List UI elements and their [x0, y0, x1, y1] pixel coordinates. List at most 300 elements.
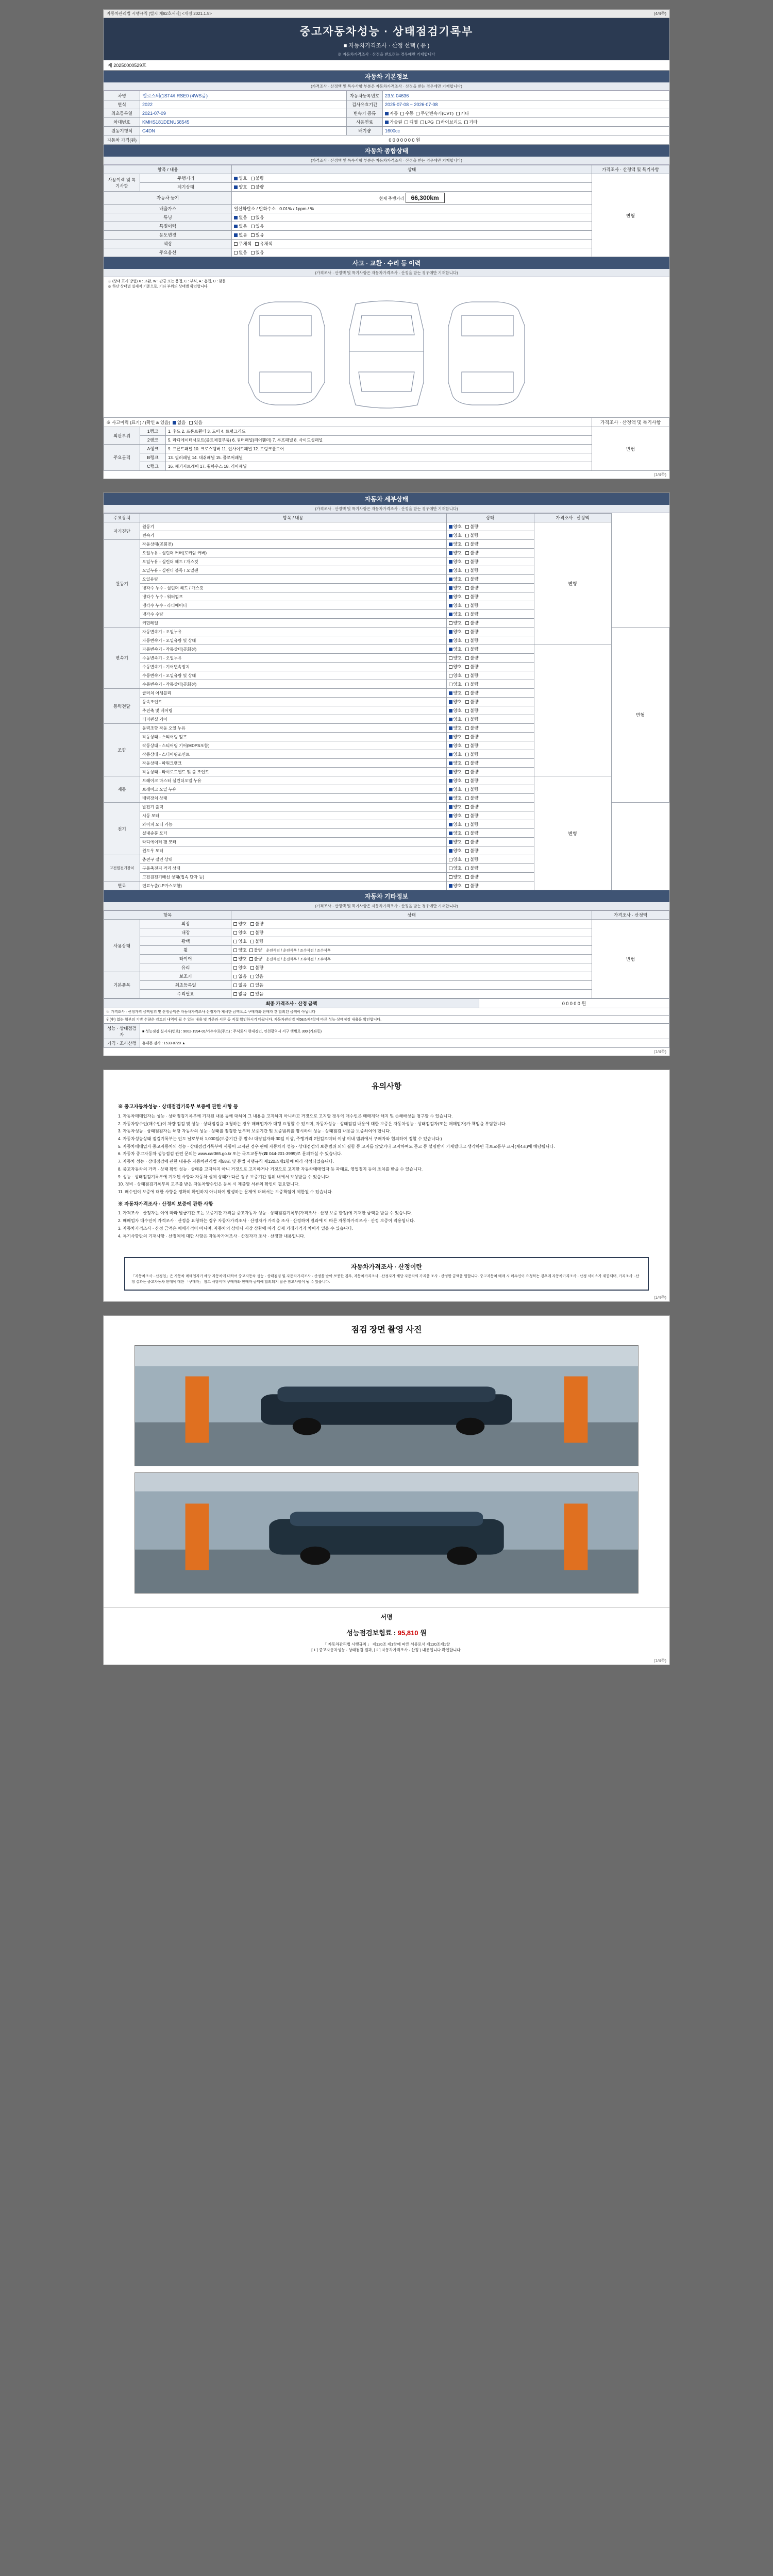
- checkbox-trans-4-good[interactable]: [449, 665, 452, 669]
- checkbox-elec-0-bad[interactable]: [465, 805, 469, 809]
- option-usagechange-0: 없음: [239, 232, 247, 238]
- option-fuel-1: 디젤: [409, 120, 418, 125]
- table-row: [104, 776, 669, 785]
- table-header-row: [104, 911, 669, 920]
- table-row: [104, 990, 669, 998]
- option-trans-diag-bad: 불량: [470, 533, 479, 538]
- checkbox-color-achromatic[interactable]: [234, 242, 238, 246]
- table-row: [104, 174, 669, 183]
- option-trans-4-bad: 불량: [470, 664, 479, 669]
- checkbox-other-7-yes[interactable]: [250, 984, 254, 987]
- checkbox-power-0-good[interactable]: [449, 691, 452, 695]
- item-brake-1: 브레이크 오일 누유: [140, 785, 447, 794]
- checkbox-brake-0-bad[interactable]: [465, 779, 469, 783]
- header-item: 항목 / 내용: [104, 165, 232, 174]
- checkbox-hv-1-good[interactable]: [449, 867, 452, 870]
- item-steer-3: 작동상태 - 스티어링조인트: [140, 750, 447, 759]
- checkbox-trans-diag-good[interactable]: [449, 534, 452, 537]
- checkbox-steer-0-good[interactable]: [449, 726, 452, 730]
- state-brake-2[interactable]: [446, 794, 534, 803]
- checkbox-fuel-diesel[interactable]: [405, 121, 408, 124]
- checkbox-usagechange-none[interactable]: [234, 233, 238, 237]
- option-fuel-3: 하이브리드: [441, 120, 462, 125]
- section-accident-bar: 사고 · 교환 · 수리 등 이력: [104, 257, 669, 269]
- state-power-1[interactable]: [446, 698, 534, 706]
- state-other-0[interactable]: [231, 920, 592, 928]
- document-subtitle: ■ 자동차가격조사 · 산정 선택 ( 유 ): [343, 43, 430, 49]
- state-other-7[interactable]: [231, 981, 592, 990]
- value-current-mileage: [232, 192, 592, 205]
- checkbox-steer-4-bad[interactable]: [465, 761, 469, 765]
- state-other-2[interactable]: [231, 937, 592, 946]
- table-row: [104, 715, 669, 724]
- state-brake-1[interactable]: [446, 785, 534, 794]
- label-plate: 자동차등록번호: [347, 91, 383, 100]
- option-steer-1-bad: 불량: [470, 734, 479, 739]
- item-trans-5: 수동변속기 - 오일유량 및 상태: [140, 671, 447, 680]
- checkbox-fuel-0-good[interactable]: [449, 884, 452, 888]
- checkbox-trans-diag-bad[interactable]: [465, 534, 469, 537]
- page-2: [103, 493, 670, 1056]
- checkbox-other-0-bad[interactable]: [250, 922, 254, 926]
- checkbox-power-3-good[interactable]: [449, 718, 452, 721]
- checkbox-power-2-bad[interactable]: [465, 709, 469, 713]
- checkbox-other-4-bad[interactable]: [249, 957, 253, 961]
- state-trans-0[interactable]: [446, 628, 534, 636]
- checkbox-trans-0-good[interactable]: [449, 630, 452, 634]
- state-engine-diagnosis[interactable]: [446, 522, 534, 531]
- checkbox-engine-4-bad[interactable]: [465, 578, 469, 581]
- state-trans-1[interactable]: [446, 636, 534, 645]
- checkbox-engine-diag-good[interactable]: [449, 525, 452, 529]
- option-other-4-bad: 불량: [254, 956, 263, 961]
- checkbox-transmission-cvt[interactable]: [416, 112, 419, 115]
- group-high-voltage: 고전원전기장치: [104, 855, 140, 882]
- option-other-7-yes: 있음: [255, 982, 264, 988]
- label-engine-type: 원동기형식: [104, 127, 140, 135]
- checkbox-options-yes[interactable]: [251, 251, 255, 255]
- page-4-corner: (1/4쪽): [653, 1658, 666, 1664]
- option-fuel-0-bad: 불량: [470, 883, 479, 888]
- state-elec-5[interactable]: [446, 846, 534, 855]
- item-engine-0: 작동상태(공회전): [140, 540, 447, 549]
- checkbox-transmission-other[interactable]: [456, 112, 460, 115]
- item-engine-diagnosis: 원동기: [140, 522, 447, 531]
- state-steer-0[interactable]: [446, 724, 534, 733]
- option-engine-diag-bad: 불량: [470, 524, 479, 529]
- option-brake-2-bad: 불량: [470, 795, 479, 801]
- checkbox-engine-2-bad[interactable]: [465, 560, 469, 564]
- option-trans-4-good: 양호: [453, 664, 462, 669]
- header-note: 가격조사 · 산정액 및 특기사항: [592, 165, 669, 174]
- checkbox-other-1-good[interactable]: [233, 931, 237, 935]
- checkbox-accident-yes[interactable]: [189, 421, 193, 425]
- state-elec-4[interactable]: [446, 838, 534, 846]
- state-power-3[interactable]: [446, 715, 534, 724]
- checkbox-other-6-none[interactable]: [233, 975, 237, 978]
- option-other-1-good: 양호: [238, 930, 247, 935]
- checkbox-elec-5-good[interactable]: [449, 849, 452, 853]
- checkbox-engine-7-good[interactable]: [449, 604, 452, 607]
- state-engine-2[interactable]: [446, 557, 534, 566]
- option-brake-1-good: 양호: [453, 787, 462, 792]
- checkbox-fuel-other[interactable]: [464, 121, 468, 124]
- checkbox-trans-3-bad[interactable]: [465, 656, 469, 660]
- checkbox-hv-0-bad[interactable]: [465, 858, 469, 861]
- option-elec-4-bad: 불량: [470, 839, 479, 844]
- checkbox-odometer-bad[interactable]: [251, 185, 255, 189]
- checkbox-options-none[interactable]: [234, 251, 238, 255]
- checkbox-power-3-bad[interactable]: [465, 718, 469, 721]
- state-engine-7[interactable]: [446, 601, 534, 610]
- photos-title: 점검 장면 촬영 사진: [351, 1325, 422, 1334]
- state-steer-1[interactable]: [446, 733, 534, 741]
- basic-info-table: [104, 91, 669, 145]
- state-elec-2[interactable]: [446, 820, 534, 829]
- state-mileage[interactable]: [232, 174, 592, 183]
- state-engine-3[interactable]: [446, 566, 534, 575]
- checkbox-elec-3-good[interactable]: [449, 832, 452, 835]
- state-engine-0[interactable]: [446, 540, 534, 549]
- final-price-addr: 위(中) 없는 월부의 기반 수량은 검토의 내역이 될 수 있는 내용 및 기준과 서류 등 직접 확인하시기 바랍니다. 자동차관리법 제58조제4항에 따른 성능·상태점검 내용을 확인합니다.: [104, 1016, 669, 1024]
- checkbox-color-chromatic[interactable]: [255, 242, 259, 246]
- checkbox-elec-0-good[interactable]: [449, 805, 452, 809]
- checkbox-steer-1-bad[interactable]: [465, 735, 469, 739]
- option-engine-4-bad: 불량: [470, 577, 479, 582]
- checkbox-engine-5-bad[interactable]: [465, 586, 469, 590]
- checkbox-engine-9-good[interactable]: [449, 621, 452, 625]
- state-steer-4[interactable]: [446, 759, 534, 768]
- checkbox-brake-0-good[interactable]: [449, 779, 452, 783]
- checkbox-elec-3-bad[interactable]: [465, 832, 469, 835]
- checkbox-elec-1-bad[interactable]: [465, 814, 469, 818]
- checkbox-engine-3-bad[interactable]: [465, 569, 469, 572]
- checkbox-fuel-0-bad[interactable]: [465, 884, 469, 888]
- state-steer-2[interactable]: [446, 741, 534, 750]
- notice2-item-1: 2. 매매업자 매수인이 가격조사 · 산정을 요청하는 경우 자동차가격조사 · 산정자가 가격을 조사 · 산정하여 결과에 이 따른 자동차가격조사 · 산정 보증이 적용됩니다.: [118, 1218, 415, 1224]
- item-steer-2: 작동상태 - 스티어링 기어(MDPS포함): [140, 741, 447, 750]
- checkbox-engine-6-good[interactable]: [449, 595, 452, 599]
- checkbox-engine-8-good[interactable]: [449, 613, 452, 616]
- checkbox-power-1-bad[interactable]: [465, 700, 469, 704]
- state-elec-0[interactable]: [446, 803, 534, 811]
- section-overall-sub: (가격조사 · 산정액 및 특수사항 부분은 자동차가격조사 · 산정을 받는 경우에만 기재합니다): [104, 157, 669, 165]
- label-price-assessor: 가격 · 조사산정: [104, 1039, 140, 1048]
- checkbox-other-3-bad[interactable]: [249, 948, 253, 952]
- state-brake-0[interactable]: [446, 776, 534, 785]
- option-power-0-good: 양호: [453, 690, 462, 696]
- checkbox-trans-4-bad[interactable]: [465, 665, 469, 669]
- option-elec-0-bad: 불량: [470, 804, 479, 809]
- state-odometer[interactable]: [232, 183, 592, 192]
- page-1-corner: (1/4쪽): [653, 472, 666, 477]
- state-trans-6[interactable]: [446, 680, 534, 689]
- checkbox-fuel-gasoline[interactable]: [385, 121, 389, 124]
- table-row: [104, 733, 669, 741]
- checkbox-power-1-good[interactable]: [449, 700, 452, 704]
- option-trans-5-good: 양호: [453, 673, 462, 678]
- state-main-options[interactable]: [232, 248, 592, 257]
- checkbox-other-5-good[interactable]: [233, 966, 237, 970]
- checkbox-elec-2-bad[interactable]: [465, 823, 469, 826]
- table-row: [104, 689, 669, 698]
- group-brake: 제동: [104, 776, 140, 803]
- state-other-4[interactable]: [231, 955, 592, 963]
- checkbox-other-1-bad[interactable]: [250, 931, 254, 935]
- value-fuel[interactable]: [383, 118, 669, 127]
- table-row: [104, 436, 669, 445]
- table-row: [104, 663, 669, 671]
- checkbox-tuning-none[interactable]: [234, 216, 238, 219]
- checkbox-engine-4-good[interactable]: [449, 578, 452, 581]
- checkbox-brake-1-good[interactable]: [449, 788, 452, 791]
- state-trans-2[interactable]: [446, 645, 534, 654]
- checkbox-engine-0-good[interactable]: [449, 543, 452, 546]
- photo-2-graphic: [135, 1473, 638, 1593]
- checkbox-other-5-bad[interactable]: [250, 966, 254, 970]
- table-row: [104, 118, 669, 127]
- checkbox-trans-0-bad[interactable]: [465, 630, 469, 634]
- checkbox-engine-9-bad[interactable]: [465, 621, 469, 625]
- checkbox-elec-1-good[interactable]: [449, 814, 452, 818]
- checkbox-hv-2-bad[interactable]: [465, 875, 469, 879]
- table-row: [104, 680, 669, 689]
- checkbox-fuel-hybrid[interactable]: [436, 121, 440, 124]
- checkbox-mileage-bad[interactable]: [251, 177, 255, 180]
- table-header-row: [104, 514, 669, 522]
- callout-text: 「자동차조사 · 산정업」은 자동차 매매업자가 해당 자동차에 대하여 중고자동차 성능 · 상태점검 및 자동차가격조사 · 산정을 받아 보증한 경우, 자동차가격조사 · 산정자가 해당 자동차의 가격을 조사 · 산정한 금액을 말합니다. 중고자동차 매매 시 매수인이 요청하는 경우에 자동차가격조사 · 산정 서비스가 제공되며, 가격조사 · 산정 결과는 중고자동차 판매에 대한 「구매자」 참고 사항이며 구매자와 판매자 금액에 합의되지 않은 참고사항이 될 수 있습니다.: [131, 1275, 640, 1284]
- state-tuning[interactable]: [232, 213, 592, 222]
- checkbox-accident-none[interactable]: [173, 421, 176, 425]
- state-elec-1[interactable]: [446, 811, 534, 820]
- option-engine-9-bad: 불량: [470, 620, 479, 625]
- state-other-6[interactable]: [231, 972, 592, 981]
- state-engine-6[interactable]: [446, 592, 534, 601]
- checkbox-engine-2-good[interactable]: [449, 560, 452, 564]
- checkbox-other-8-yes[interactable]: [250, 992, 254, 996]
- checkbox-trans-1-bad[interactable]: [465, 639, 469, 642]
- option-steer-1-good: 양호: [453, 734, 462, 739]
- checkbox-other-0-good[interactable]: [233, 922, 237, 926]
- checkbox-tuning-yes[interactable]: [251, 216, 255, 219]
- checkbox-odometer-good[interactable]: [234, 185, 238, 189]
- checkbox-trans-6-bad[interactable]: [465, 683, 469, 686]
- checkbox-steer-0-bad[interactable]: [465, 726, 469, 730]
- label-usage-history: 사용이력 및 특기사항: [104, 174, 140, 192]
- option-hv-1-good: 양호: [453, 866, 462, 871]
- checkbox-steer-5-good[interactable]: [449, 770, 452, 774]
- state-other-8[interactable]: [231, 990, 592, 998]
- checkbox-brake-2-bad[interactable]: [465, 796, 469, 800]
- state-special-history[interactable]: [232, 222, 592, 231]
- item-steer-1: 작동상태 - 스티어링 펌프: [140, 733, 447, 741]
- option-engine-5-good: 양호: [453, 585, 462, 590]
- state-engine-5[interactable]: [446, 584, 534, 592]
- checkbox-other-6-yes[interactable]: [250, 975, 254, 978]
- checkbox-engine-6-bad[interactable]: [465, 595, 469, 599]
- checkbox-transmission-manual[interactable]: [400, 112, 404, 115]
- option-other-1-bad: 불량: [255, 930, 264, 935]
- label-emissions: 배출가스: [104, 205, 232, 213]
- checkbox-engine-1-bad[interactable]: [465, 551, 469, 555]
- option-elec-2-bad: 불량: [470, 822, 479, 827]
- table-row: [104, 248, 669, 257]
- state-color[interactable]: [232, 240, 592, 248]
- state-engine-4[interactable]: [446, 575, 534, 584]
- state-transmission-diagnosis[interactable]: [446, 531, 534, 540]
- checkbox-trans-6-good[interactable]: [449, 683, 452, 686]
- item-engine-4: 오일유량: [140, 575, 447, 584]
- item-other-5: 유리: [140, 963, 231, 972]
- label-emission-items: 일산화탄소 / 탄화수소: [234, 206, 276, 211]
- section-basic-info-bar: 자동차 기본정보: [104, 71, 669, 82]
- checkbox-special-yes[interactable]: [251, 225, 255, 228]
- checkbox-usagechange-yes[interactable]: [251, 233, 255, 237]
- group-base-items: 기본품목: [104, 972, 140, 998]
- checkbox-other-2-good[interactable]: [233, 940, 237, 943]
- option-steer-5-bad: 불량: [470, 769, 479, 774]
- item-engine-9: 커먼레일: [140, 619, 447, 628]
- final-price-subnote: ※ 가격조사 · 산정가격 금액범위 및 산정금액은 자동차가격조사·산정자가 제시한 금액으로 구매자와 판매자 간 합의된 금액이 아닙니다: [104, 1008, 669, 1016]
- value-engine-type: G4DN: [140, 127, 347, 135]
- checkbox-steer-3-bad[interactable]: [465, 753, 469, 756]
- option-elec-3-good: 양호: [453, 831, 462, 836]
- state-engine-1[interactable]: [446, 549, 534, 557]
- state-other-1[interactable]: [231, 928, 592, 937]
- table-row: [104, 937, 669, 946]
- option-steer-4-good: 양호: [453, 760, 462, 766]
- checkbox-engine-5-good[interactable]: [449, 586, 452, 590]
- item-trans-1: 자동변속기 - 오일유량 및 상태: [140, 636, 447, 645]
- item-brake-2: 배력장치 상태: [140, 794, 447, 803]
- checkbox-engine-diag-bad[interactable]: [465, 525, 469, 529]
- value-rank-2: 5. 라디에이터서포트(볼트체결부품) 6. 쿼터패널(리어휀더) 7. 루프패널 8. 사이드실패널: [166, 436, 592, 445]
- checkbox-mileage-good[interactable]: [234, 177, 238, 180]
- checkbox-engine-3-good[interactable]: [449, 569, 452, 572]
- notice-item-10: 11. 매수인이 보증에 대한 사항을 정확히 확인하지 아니하여 발생하는 문제에 대해서는 보증책임이 제한될 수 있습니다.: [118, 1190, 333, 1194]
- state-power-0[interactable]: [446, 689, 534, 698]
- accident-history-check[interactable]: [104, 418, 592, 427]
- checkbox-elec-2-good[interactable]: [449, 823, 452, 826]
- option-hv-1-bad: 불량: [470, 866, 479, 871]
- table-row: [104, 972, 669, 981]
- state-elec-3[interactable]: [446, 829, 534, 838]
- checkbox-trans-2-good[interactable]: [449, 648, 452, 651]
- group-electric: 전기: [104, 803, 140, 855]
- checkbox-other-8-none[interactable]: [233, 992, 237, 996]
- checkbox-elec-5-bad[interactable]: [465, 849, 469, 853]
- checkbox-other-4-good[interactable]: [233, 957, 237, 961]
- checkbox-steer-5-bad[interactable]: [465, 770, 469, 774]
- checkbox-transmission-auto[interactable]: [385, 112, 389, 115]
- option-steer-4-bad: 불량: [470, 760, 479, 766]
- checkbox-hv-0-good[interactable]: [449, 858, 452, 861]
- checkbox-elec-4-bad[interactable]: [465, 840, 469, 844]
- option-trans-6-good: 양호: [453, 682, 462, 687]
- checkbox-steer-2-good[interactable]: [449, 744, 452, 748]
- option-engine-6-good: 양호: [453, 594, 462, 599]
- checkbox-steer-1-good[interactable]: [449, 735, 452, 739]
- item-brake-0: 브레이크 마스터 실린더오일 누유: [140, 776, 447, 785]
- checkbox-other-7-none[interactable]: [233, 984, 237, 987]
- checkbox-engine-0-bad[interactable]: [465, 543, 469, 546]
- state-steer-5[interactable]: [446, 768, 534, 776]
- table-row: [104, 963, 669, 972]
- value-transmission[interactable]: [383, 109, 669, 118]
- checkbox-trans-5-good[interactable]: [449, 674, 452, 677]
- checkbox-hv-2-good[interactable]: [449, 875, 452, 879]
- checkbox-other-3-good[interactable]: [233, 948, 237, 952]
- checkbox-brake-1-bad[interactable]: [465, 788, 469, 791]
- checkbox-hv-1-bad[interactable]: [465, 867, 469, 870]
- checkbox-steer-3-good[interactable]: [449, 753, 452, 756]
- checkbox-trans-1-good[interactable]: [449, 639, 452, 642]
- checkbox-brake-2-good[interactable]: [449, 796, 452, 800]
- value-vehicle-price: 0 0 0 0 0 0 0 원: [140, 135, 669, 145]
- group-usage-state: 사용상태: [104, 920, 140, 972]
- option-engine-8-good: 양호: [453, 612, 462, 617]
- state-other-5[interactable]: [231, 963, 592, 972]
- state-usage-change[interactable]: [232, 231, 592, 240]
- state-hv-1[interactable]: [446, 864, 534, 873]
- checkbox-engine-1-good[interactable]: [449, 551, 452, 555]
- value-plate: 23오 04636: [383, 91, 669, 100]
- option-transmission-2: 무단변속기(CVT): [421, 111, 454, 116]
- table-row: [104, 192, 669, 205]
- state-trans-4[interactable]: [446, 663, 534, 671]
- state-engine-8[interactable]: [446, 610, 534, 619]
- checkbox-fuel-lpg[interactable]: [421, 121, 424, 124]
- state-fuel-0[interactable]: [446, 882, 534, 890]
- item-elec-2: 와이퍼 모터 기능: [140, 820, 447, 829]
- option-trans-3-good: 양호: [453, 655, 462, 660]
- table-row: [104, 205, 669, 213]
- label-main-options: 주요옵션: [104, 248, 232, 257]
- option-other-8-yes: 있음: [255, 991, 264, 996]
- option-fuel-0: 가솔린: [390, 120, 402, 125]
- item-other-1: 내장: [140, 928, 231, 937]
- option-usagechange-1: 있음: [255, 232, 264, 238]
- checkbox-steer-4-good[interactable]: [449, 761, 452, 765]
- state-engine-9[interactable]: [446, 619, 534, 628]
- table-row: [104, 427, 669, 436]
- checkbox-special-none[interactable]: [234, 225, 238, 228]
- item-other-8: 수리필요: [140, 990, 231, 998]
- state-hv-2[interactable]: [446, 873, 534, 882]
- item-engine-2: 오일누유 - 실린더 헤드 / 개스킷: [140, 557, 447, 566]
- state-hv-0[interactable]: [446, 855, 534, 864]
- state-trans-3[interactable]: [446, 654, 534, 663]
- checkbox-power-2-good[interactable]: [449, 709, 452, 713]
- checkbox-trans-3-good[interactable]: [449, 656, 452, 660]
- checkbox-power-0-bad[interactable]: [465, 691, 469, 695]
- checkbox-trans-5-bad[interactable]: [465, 674, 469, 677]
- checkbox-trans-2-bad[interactable]: [465, 648, 469, 651]
- state-other-3[interactable]: [231, 946, 592, 955]
- state-steer-3[interactable]: [446, 750, 534, 759]
- checkbox-steer-2-bad[interactable]: [465, 744, 469, 748]
- page-1-topnote: [104, 10, 669, 18]
- state-power-2[interactable]: [446, 706, 534, 715]
- checkbox-other-2-bad[interactable]: [250, 940, 254, 943]
- checkbox-elec-4-good[interactable]: [449, 840, 452, 844]
- checkbox-engine-8-bad[interactable]: [465, 613, 469, 616]
- state-trans-5[interactable]: [446, 671, 534, 680]
- checkbox-engine-7-bad[interactable]: [465, 604, 469, 607]
- option-engine-6-bad: 불량: [470, 594, 479, 599]
- table-row: [104, 999, 669, 1008]
- table-row: [104, 981, 669, 990]
